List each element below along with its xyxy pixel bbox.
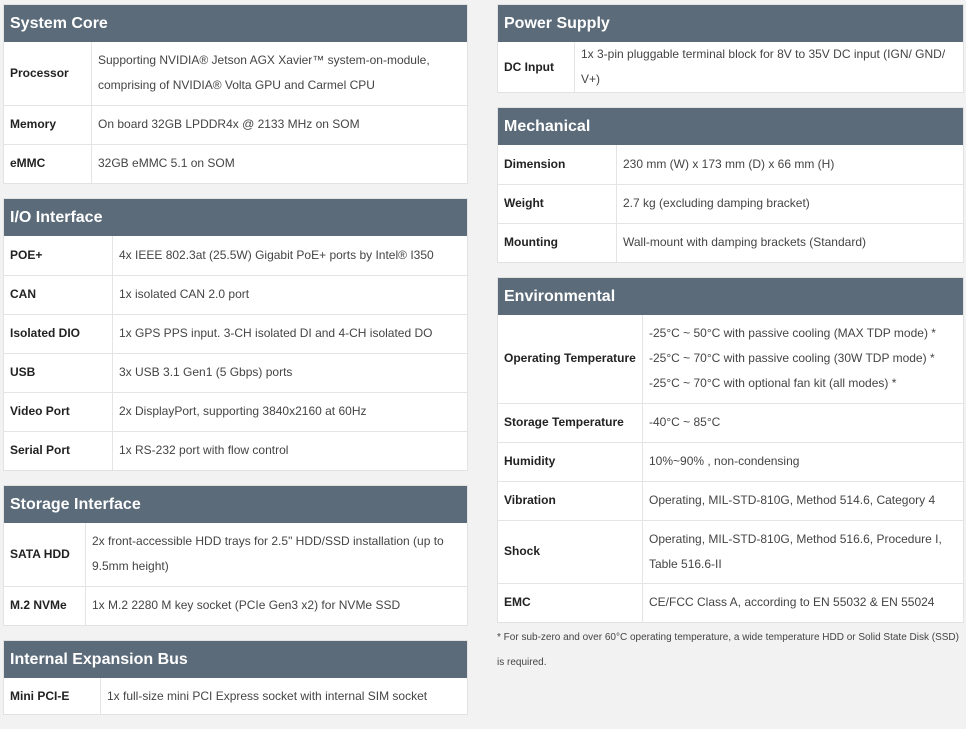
spec-value: CE/FCC Class A, according to EN 55032 & EN 55024: [643, 583, 964, 622]
spec-key: Video Port: [4, 392, 113, 431]
spec-value: 2x DisplayPort, supporting 3840x2160 at 60Hz: [113, 392, 468, 431]
spec-key: USB: [4, 353, 113, 392]
spec-table: [498, 42, 963, 92]
spec-row: [498, 583, 963, 622]
spec-key: Mounting: [498, 223, 617, 262]
spec-row: [4, 392, 467, 431]
spec-row: [4, 236, 467, 275]
section-i-o-interface: [3, 198, 468, 471]
spec-row: [498, 42, 963, 92]
section-system-core: [3, 4, 468, 184]
spec-row: [498, 520, 963, 583]
spec-value: 230 mm (W) x 173 mm (D) x 66 mm (H): [623, 156, 835, 171]
spec-value: -40°C ~ 85°C: [643, 403, 964, 442]
spec-value: 2.7 kg (excluding damping bracket): [617, 184, 964, 223]
spec-row: [4, 586, 467, 625]
spec-row: [4, 105, 467, 144]
spec-row: [498, 442, 963, 481]
spec-table: [4, 236, 467, 470]
spec-key: Humidity: [498, 442, 643, 481]
spec-table: [4, 42, 467, 183]
spec-key: M.2 NVMe: [4, 586, 86, 625]
spec-key: POE+: [4, 236, 113, 275]
spec-value: 1x full-size mini PCI Express socket with internal SIM socket: [107, 688, 428, 703]
spec-key: Storage Temperature: [498, 403, 643, 442]
spec-row: [4, 275, 467, 314]
spec-key: Shock: [498, 520, 643, 583]
spec-table: [498, 315, 963, 622]
section-title: Mechanical: [498, 108, 963, 145]
footnote: * For sub-zero and over 60°C operating temperature, a wide temperature HDD or Solid State Disk (SSD) is required.: [497, 632, 959, 668]
spec-value: Wall-mount with damping brackets (Standard): [617, 223, 964, 262]
section-title: System Core: [4, 5, 467, 42]
spec-row: [498, 223, 963, 262]
spec-key: SATA HDD: [4, 523, 86, 586]
spec-row: [4, 431, 467, 470]
spec-key: Isolated DIO: [4, 314, 113, 353]
spec-value: 10%~90% , non-condensing: [643, 442, 964, 481]
section-title: Internal Expansion Bus: [4, 641, 467, 678]
spec-row: [4, 42, 467, 105]
section-environmental: [497, 277, 964, 623]
spec-key: Serial Port: [4, 431, 113, 470]
spec-row: [498, 403, 963, 442]
spec-value: 3x USB 3.1 Gen1 (5 Gbps) ports: [113, 353, 468, 392]
spec-value: Operating, MIL-STD-810G, Method 516.6, Procedure I, Table 516.6-II: [643, 520, 964, 583]
spec-key: Processor: [4, 42, 92, 105]
spec-value: 1x 3-pin pluggable terminal block for 8V to 35V DC input (IGN/ GND/ V+): [581, 47, 946, 86]
spec-value: 1x GPS PPS input. 3-CH isolated DI and 4-CH isolated DO: [113, 314, 468, 353]
spec-row: [4, 523, 467, 586]
spec-key: Vibration: [498, 481, 643, 520]
spec-value: -25°C ~ 50°C with passive cooling (MAX TDP mode) * -25°C ~ 70°C with passive cooling (30W TDP mode) * -25°C ~ 70°C with optional fan kit (all modes) *: [649, 326, 936, 391]
right-column: [497, 4, 964, 637]
spec-value: 4x IEEE 802.3at (25.5W) Gigabit PoE+ ports by Intel® I350: [119, 247, 434, 262]
spec-key: Dimension: [498, 145, 617, 184]
spec-key: eMMC: [4, 144, 92, 183]
spec-value: 2x front-accessible HDD trays for 2.5" HDD/SSD installation (up to 9.5mm height): [92, 534, 444, 574]
spec-value: Supporting NVIDIA® Jetson AGX Xavier™ system-on-module, comprising of NVIDIA® Volta GPU and Carmel CPU: [98, 53, 430, 93]
spec-row: [498, 184, 963, 223]
section-title: Storage Interface: [4, 486, 467, 523]
spec-row: [498, 315, 963, 403]
spec-table: [4, 523, 467, 625]
spec-key: Operating Temperature: [498, 315, 643, 403]
spec-row: [4, 353, 467, 392]
section-title: Power Supply: [498, 5, 963, 42]
spec-key: Weight: [498, 184, 617, 223]
section-storage-interface: [3, 485, 468, 626]
spec-key: DC Input: [498, 42, 575, 92]
spec-row: [498, 145, 963, 184]
section-mechanical: [497, 107, 964, 263]
spec-value: 1x RS-232 port with flow control: [113, 431, 468, 470]
spec-key: Mini PCI-E: [4, 678, 101, 714]
spec-value: On board 32GB LPDDR4x @ 2133 MHz on SOM: [92, 105, 468, 144]
spec-key: Memory: [4, 105, 92, 144]
spec-row: [4, 144, 467, 183]
spec-value: Operating, MIL-STD-810G, Method 514.6, Category 4: [643, 481, 964, 520]
spec-row: [4, 314, 467, 353]
section-title: Environmental: [498, 278, 963, 315]
spec-value: 1x M.2 2280 M key socket (PCIe Gen3 x2) for NVMe SSD: [86, 586, 468, 625]
spec-table: [4, 678, 467, 714]
spec-value: 32GB eMMC 5.1 on SOM: [92, 144, 468, 183]
spec-key: CAN: [4, 275, 113, 314]
spec-key: EMC: [498, 583, 643, 622]
section-internal-expansion-bus: [3, 640, 468, 715]
spec-table: [498, 145, 963, 262]
spec-row: [498, 481, 963, 520]
spec-row: [4, 678, 467, 714]
left-column: [3, 4, 468, 729]
section-title: I/O Interface: [4, 199, 467, 236]
spec-value: 1x isolated CAN 2.0 port: [113, 275, 468, 314]
section-power-supply: [497, 4, 964, 93]
